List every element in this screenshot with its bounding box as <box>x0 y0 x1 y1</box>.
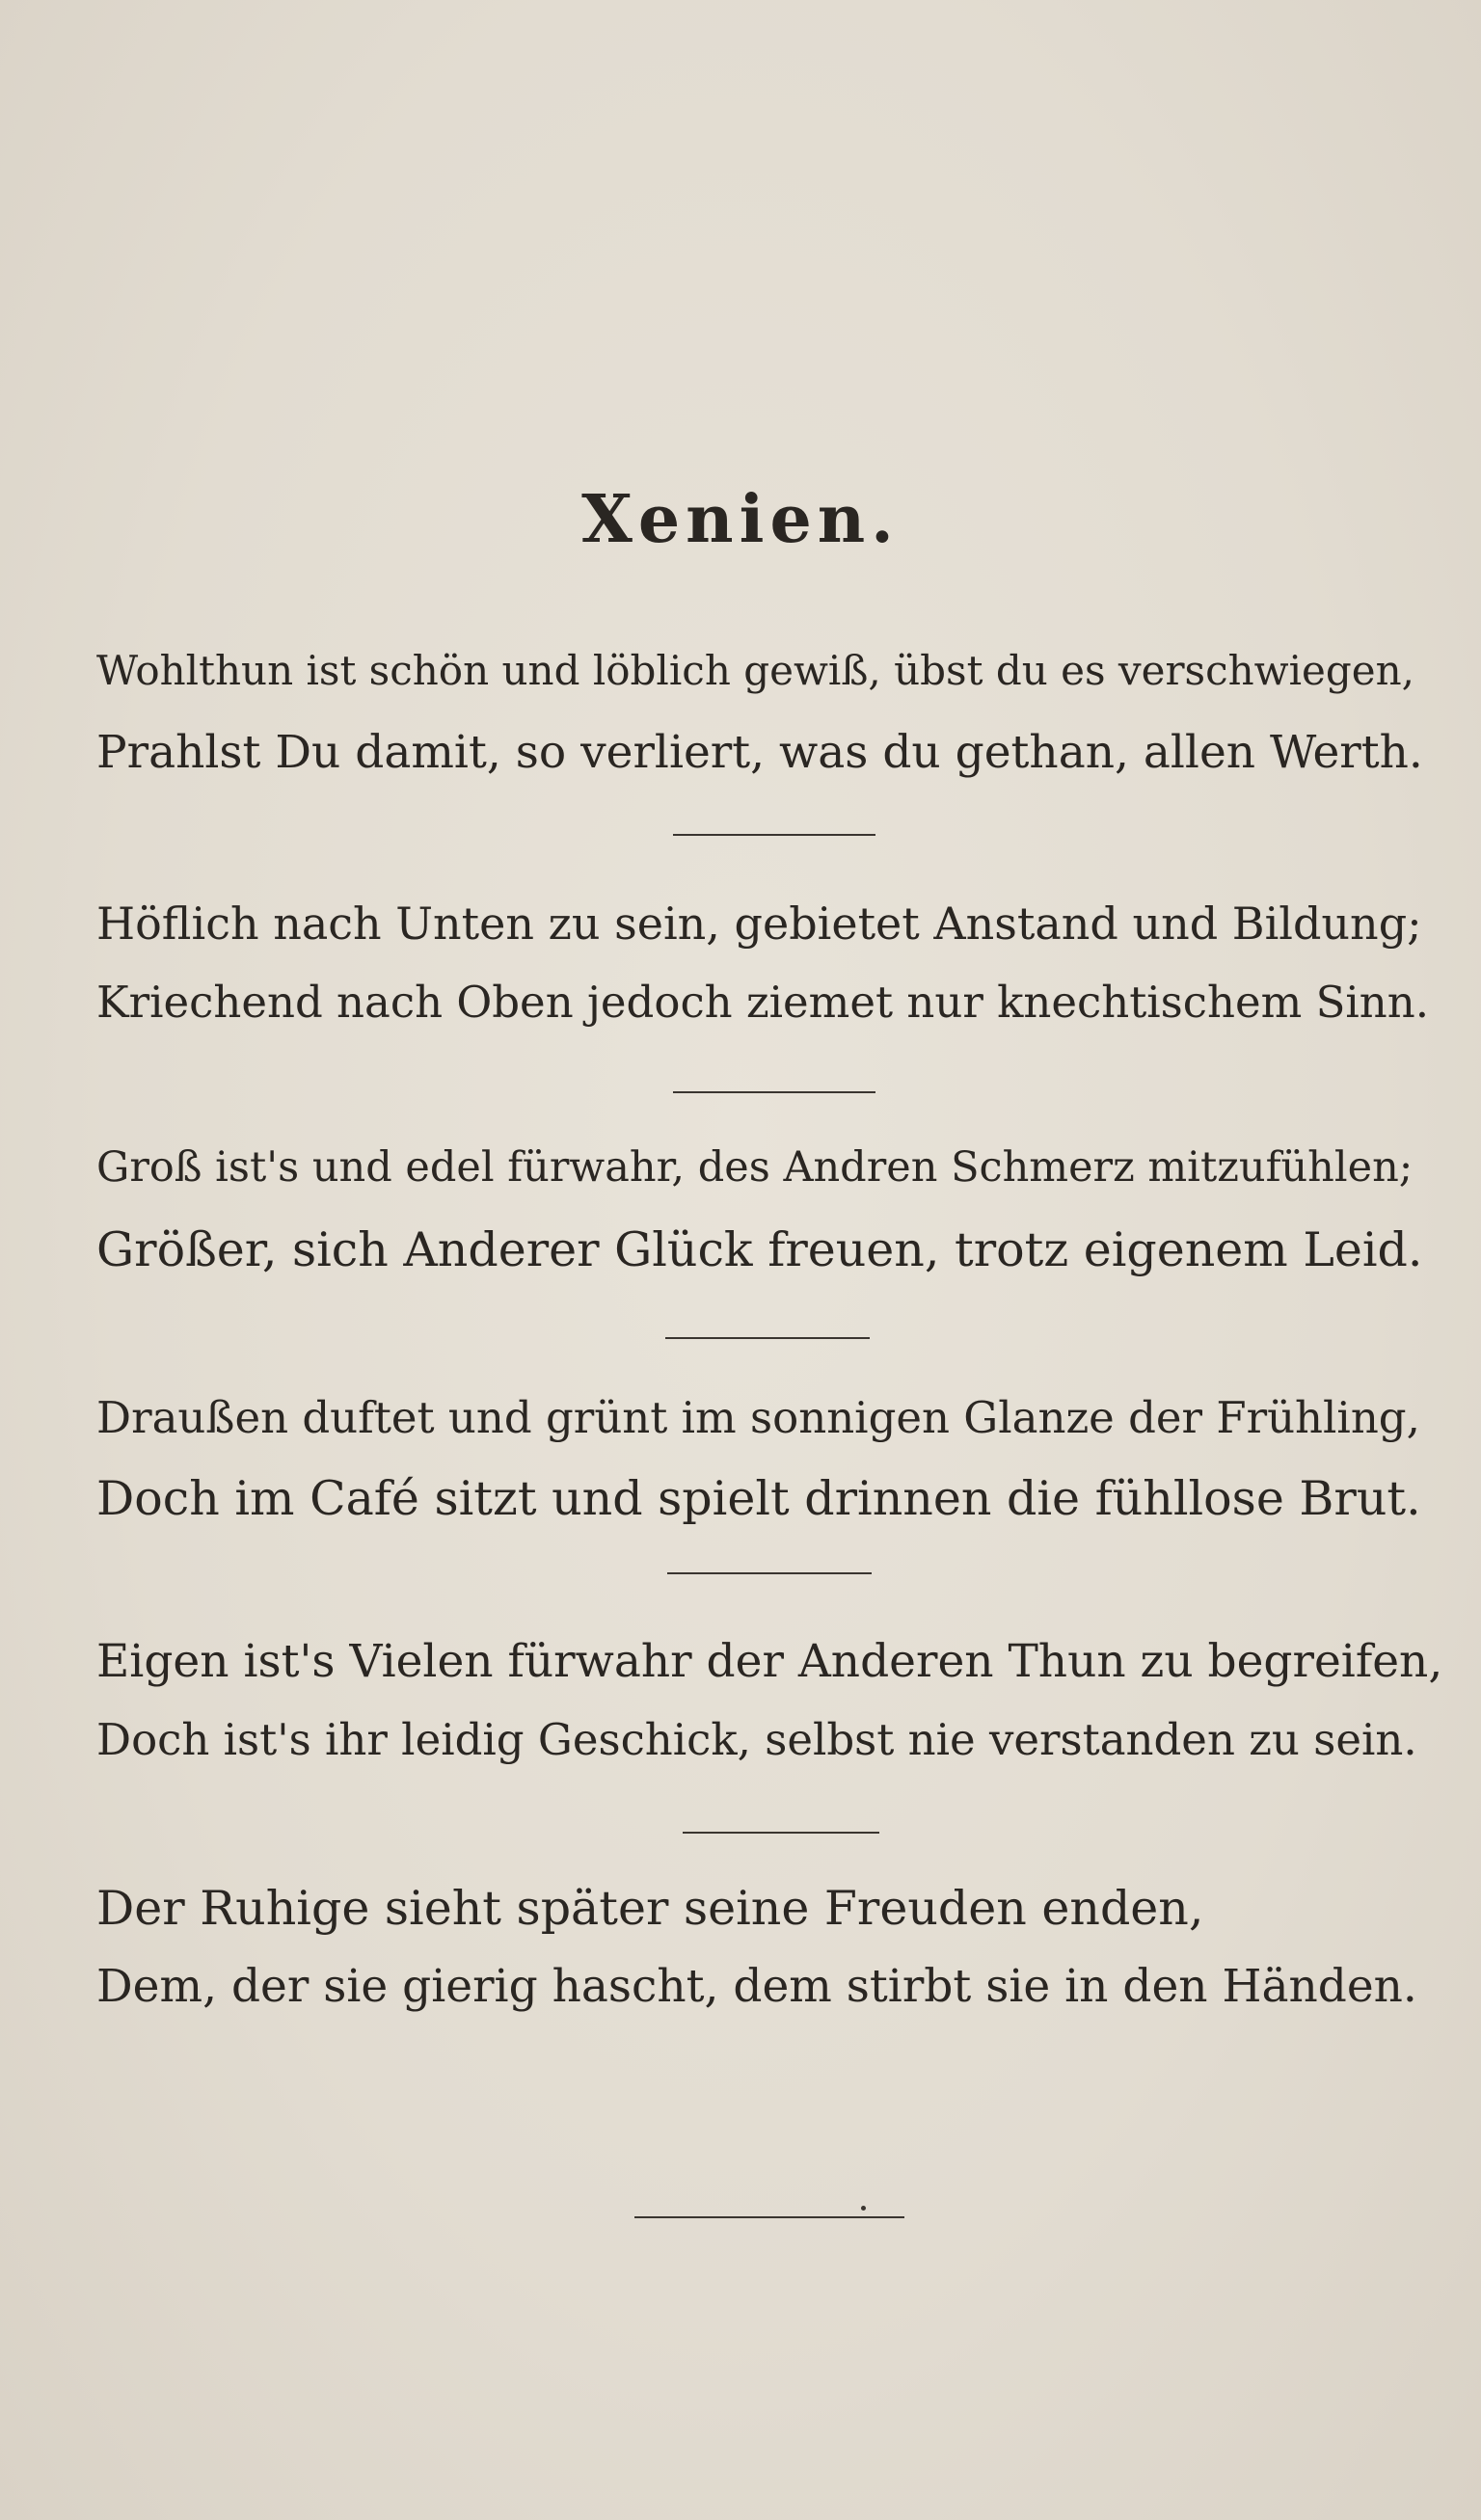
separator-rule <box>667 1572 872 1574</box>
poem-title: Xenien. <box>581 481 900 558</box>
stanza-1-line-1: Wohlthun ist schön und löblich gewiß, übst du es verschwiegen, <box>96 647 1415 694</box>
stanza-1-line-2: Prahlst Du damit, so verliert, was du gethan, allen Werth. <box>96 726 1423 779</box>
stanza-5-line-2: Doch ist's ihr leidig Geschick, selbst nie verstanden zu sein. <box>96 1714 1417 1765</box>
stanza-4-line-1: Draußen duftet und grünt im sonnigen Glanze der Frühling, <box>96 1392 1420 1443</box>
separator-rule <box>673 1091 875 1093</box>
separator-rule <box>665 1337 870 1339</box>
stanza-3-line-1: Groß ist's und edel fürwahr, des Andren Schmerz mitzufühlen; <box>96 1143 1414 1192</box>
stanza-5-line-1: Eigen ist's Vielen fürwahr der Anderen Thun zu begreifen, <box>96 1635 1443 1688</box>
ink-speck <box>861 2206 866 2211</box>
separator-rule <box>683 1832 879 1834</box>
stanza-6-line-2: Dem, der sie gierig hascht, dem stirbt sie in den Händen. <box>96 1960 1417 2013</box>
stanza-4-line-2: Doch im Café sitzt und spielt drinnen die fühllose Brut. <box>96 1471 1421 1526</box>
stanza-2-line-2: Kriechend nach Oben jedoch ziemet nur knechtischem Sinn. <box>96 977 1430 1028</box>
stanza-2-line-1: Höflich nach Unten zu sein, gebietet Anstand und Bildung; <box>96 898 1422 950</box>
stanza-6-line-1: Der Ruhige sieht später seine Freuden enden, <box>96 1881 1204 1936</box>
stanza-3-line-2: Größer, sich Anderer Glück freuen, trotz eigenem Leid. <box>96 1222 1423 1277</box>
closing-rule <box>634 2216 904 2218</box>
separator-rule <box>673 834 875 836</box>
